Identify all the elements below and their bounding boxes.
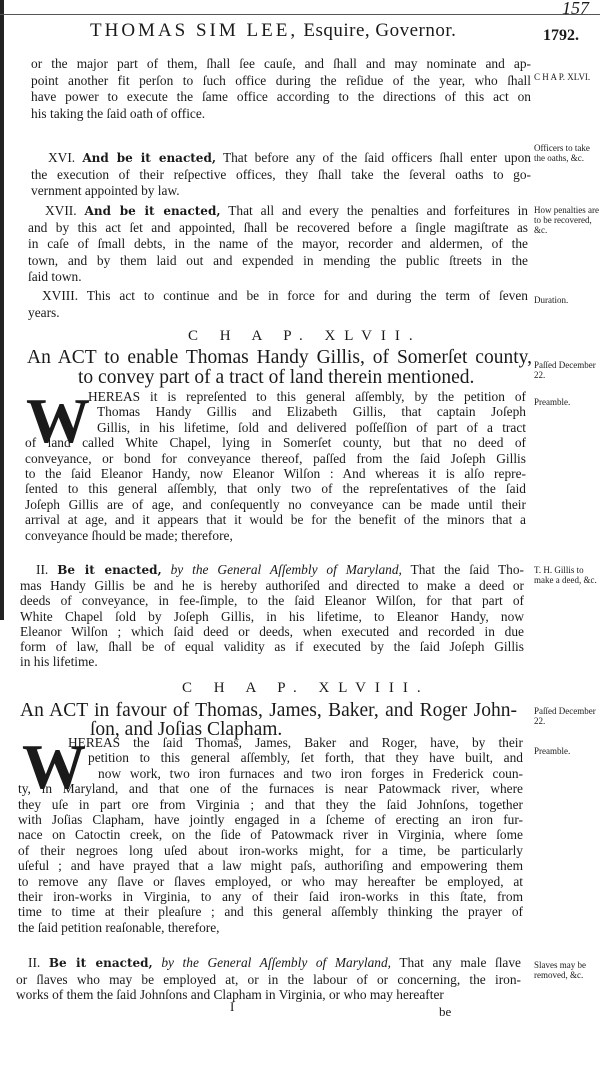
text-line: Joſeph Gillis are of age, and conſequently no conveyance can be made until their bbox=[25, 496, 526, 512]
authority-clause: by the General Aſſembly of Maryland, bbox=[161, 955, 392, 970]
text-line: to the ſaid Eleanor Handy, now Eleanor Wilſon : And whereas it is alſo repre- bbox=[25, 466, 526, 482]
scan-edge bbox=[0, 0, 4, 620]
text-line: An ACT in favour of Thomas, James, Baker, and Roger John- bbox=[20, 700, 517, 721]
drop-cap: W bbox=[26, 385, 90, 456]
margin-note-passed: Paſſed December 22. bbox=[534, 706, 596, 726]
text-line: time to time at their pleaſure ; and this general aſſembly thinking the prayer of bbox=[18, 904, 523, 920]
catchword: be bbox=[439, 1004, 452, 1019]
section-number: XVI. bbox=[48, 150, 76, 165]
text-line: in caſe of ſmall debts, in the name of the mayor, recorder and aldermen, of the bbox=[28, 236, 528, 252]
margin-note-preamble: Preamble. bbox=[534, 397, 571, 407]
text-line: their iron-works in Virginia, to any of their ſaid iron-works in this ſtate, from bbox=[18, 889, 523, 905]
chapter-heading: C H A P. XLVIII. bbox=[182, 680, 430, 696]
text-line: HEREAS it is repreſented to this general aſſembly, by the petition of bbox=[88, 389, 526, 404]
page-number: 157 bbox=[562, 0, 589, 18]
text-line: ſented to this general aſſembly, that only two of the repreſentatives of the ſaid bbox=[25, 481, 526, 497]
preamble bbox=[25, 385, 526, 543]
act-title bbox=[20, 700, 517, 721]
text-line: XVIII. This act to continue and be in force for and during the term of ſeven bbox=[42, 288, 528, 303]
text-line: of their negroes long uſed about iron-works might, for a time, be particularly bbox=[18, 842, 523, 858]
year: 1792. bbox=[543, 27, 579, 44]
text-line: Eleanor Wilſon ; which ſaid deed or deeds, when executed and recorded in due bbox=[20, 623, 524, 639]
text-line: point another fit perſon to ſuch office during the reſidue of the year, who ſhall bbox=[31, 72, 531, 88]
margin-note-duration: Duration. bbox=[534, 295, 569, 305]
section-xviii bbox=[28, 288, 528, 321]
text-line: form of law, ſhall be of equal validity as if executed by the ſaid Joſeph Gillis bbox=[20, 639, 524, 655]
running-head bbox=[90, 20, 456, 42]
running-head-title: Esquire, Governor. bbox=[303, 20, 457, 41]
text-line: the execution of their reſpective offices, they ſhall take the ſeveral oaths to go- bbox=[31, 166, 531, 182]
section-number: XVII. bbox=[45, 203, 77, 218]
text-line: An ACT to enable Thomas Handy Gillis, of Somerſet county, bbox=[27, 347, 532, 368]
text-line: XVI. And be it enacted, That before any of the ſaid officers ſhall enter upon bbox=[48, 150, 531, 165]
text-line: conveyance ſhould be made; therefore, bbox=[25, 527, 233, 543]
section-number: II. bbox=[28, 955, 41, 970]
text-line: uſeful ; and have prayed that a law might paſs, authoriſing and empowering them bbox=[18, 858, 523, 874]
text-line: town, and by them laid out and expended in mending the public ſtreets in the bbox=[28, 252, 528, 268]
text-line: to remove any ſlave or ſlaves employed, or who may hereafter be employed, at bbox=[18, 873, 523, 889]
text-line: II. Be it enacted, by the General Aſſembly of Maryland, That the ſaid Tho- bbox=[36, 562, 524, 577]
enacting-clause: Be it enacted, bbox=[57, 563, 162, 577]
drop-cap: W bbox=[22, 731, 86, 802]
text-line: ſaid town. bbox=[28, 269, 82, 285]
text-line: Thomas Handy Gillis and Elizabeth Gillis, that captain Joſeph bbox=[97, 404, 526, 420]
running-head-name: THOMAS SIM LEE, bbox=[90, 20, 299, 41]
text-line: deeds of conveyance, in fee-ſimple, to the ſaid Eleanor Wilſon, for that part of bbox=[20, 593, 524, 609]
act-title-line-2: ſon, and Joſias Clapham. bbox=[90, 719, 283, 740]
margin-note-chap: C H A P. XLVI. bbox=[534, 72, 591, 82]
enacting-clause: And be it enacted, bbox=[82, 151, 217, 165]
act-title bbox=[27, 347, 532, 368]
text-line: or the major part of them, ſhall ſee cauſe, and ſhall and may nominate and ap- bbox=[31, 56, 531, 71]
text-line: in his lifetime. bbox=[20, 654, 98, 670]
preamble bbox=[18, 731, 523, 935]
text-line: mas Handy Gillis be and he is hereby authoriſed and directed to make a deed or bbox=[20, 578, 524, 594]
text-line: or ſlaves who may be employed at, or in the labour of or concerning, the iron- bbox=[16, 971, 521, 987]
margin-note-preamble: Preamble. bbox=[534, 746, 571, 756]
text-line: White Chapel ſold by Joſeph Gillis, in his lifetime, to Eleanor Handy, now bbox=[20, 608, 524, 624]
signature-mark: I bbox=[230, 999, 235, 1014]
section-ii bbox=[16, 955, 521, 1003]
text-line: works of them the ſaid Johnſons and Clapham in Virginia, or who may hereafter bbox=[16, 987, 444, 1003]
text-line: and by this act ſet and appointed, ſhall be recovered before a ſingle magiſtrate as bbox=[28, 219, 528, 235]
text-line: they uſe in part ore from Virginia ; and that they the ſaid Johnſons, together bbox=[18, 796, 523, 812]
text-line: of land called White Chapel, lying in Somerſet county, but that no deed of bbox=[25, 435, 526, 451]
margin-note-gillis: T. H. Gillis to make a deed, &c. bbox=[534, 565, 597, 585]
text-line: now work, two iron furnaces and two iron forges in Frederick coun- bbox=[98, 765, 523, 781]
text-line: conveyance, or bond for conveyance thereof, paſſed from the ſaid Joſeph Gillis bbox=[25, 450, 526, 466]
text-line: with Joſias Clapham, have jointly engaged in a ſcheme of erecting an iron fur- bbox=[18, 812, 523, 828]
chapter-heading: C H A P. XLVII. bbox=[188, 328, 422, 344]
enacting-clause: And be it enacted, bbox=[84, 204, 221, 218]
text-line: HEREAS the ſaid Thomas, James, Baker and Roger, have, by their bbox=[68, 735, 523, 750]
margin-note-slaves: Slaves may be removed, &c. bbox=[534, 960, 586, 980]
text-line: II. Be it enacted, by the General Aſſembly of Maryland, That any male ſlave bbox=[28, 955, 522, 970]
text-line: arrival at age, and it appears that it would be for the benefit of the minors that a bbox=[25, 512, 526, 528]
text-line: have power to execute the ſame office according to the directions of this act on bbox=[31, 89, 531, 105]
paragraph-continuation bbox=[31, 56, 531, 122]
text-line: XVII. And be it enacted, That all and every the penalties and forfeitures in bbox=[45, 203, 528, 218]
margin-note-officers: Officers to take the oaths, &c. bbox=[534, 143, 590, 163]
section-xvii bbox=[28, 203, 528, 286]
text-line: the ſaid petition reaſonable, therefore, bbox=[18, 919, 220, 935]
section-xvi bbox=[31, 150, 531, 200]
text-line: Gillis, in his lifetime, ſold and delivered poſſeſſion of part of a tract bbox=[97, 419, 526, 435]
text-line: nace on Catoctin creek, on the ſide of Patowmack river in Virginia, where ſome bbox=[18, 827, 523, 843]
text-line: ty, in Maryland, and that one of the furnaces is near Patowmack river, where bbox=[18, 781, 523, 797]
top-rule bbox=[0, 14, 600, 15]
section-number: II. bbox=[36, 562, 49, 577]
margin-note-penalties: How penalties are to be recovered, &c. bbox=[534, 205, 599, 235]
enacting-clause: Be it enacted, bbox=[48, 956, 153, 970]
text-line: years. bbox=[28, 304, 60, 320]
text-line: his taking the ſaid oath of office. bbox=[31, 105, 206, 121]
text-line: vernment appointed by law. bbox=[31, 183, 180, 199]
act-title-line-2: to convey part of a tract of land therein mentioned. bbox=[78, 367, 475, 388]
text-line: petition to this general aſſembly, ſet forth, that they have built, and bbox=[88, 750, 523, 766]
section-ii bbox=[20, 562, 524, 669]
margin-note-passed: Paſſed December 22. bbox=[534, 360, 596, 380]
authority-clause: by the General Aſſembly of Maryland, bbox=[170, 562, 402, 577]
